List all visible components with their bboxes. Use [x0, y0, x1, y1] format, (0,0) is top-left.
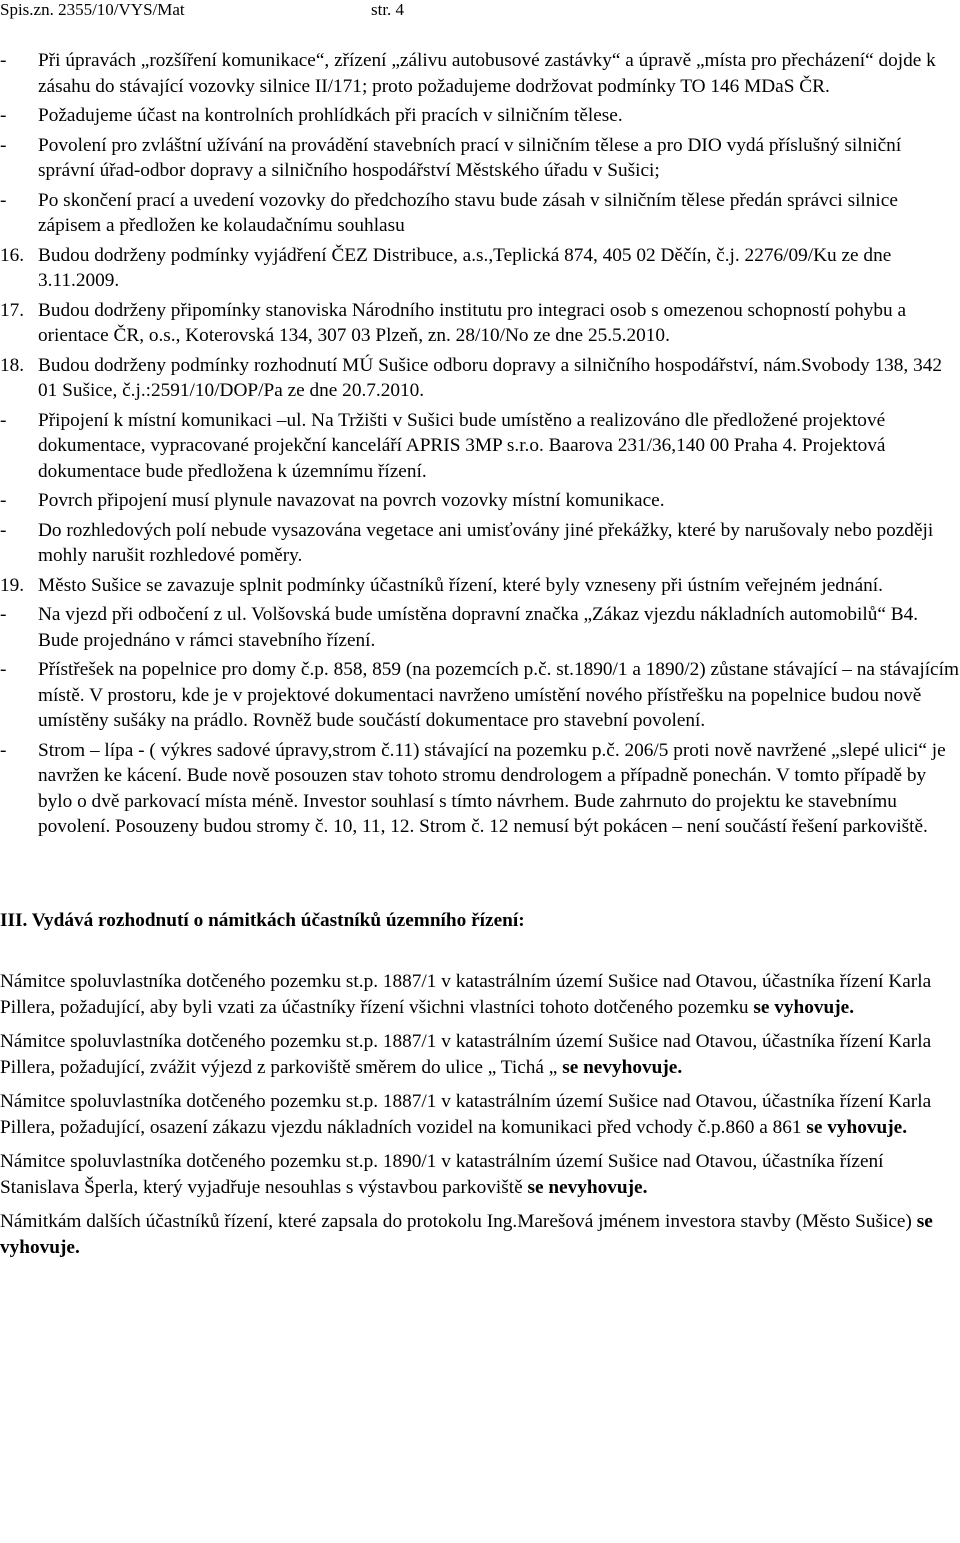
list-item-text: Povrch připojení musí plynule navazovat na povrch vozovky místní komunikace. — [38, 490, 665, 511]
objection-paragraph — [0, 1149, 960, 1200]
list-marker: - — [0, 490, 7, 511]
list-item-text: Připojení k místní komunikaci –ul. Na Tržišti v Sušici bude umístěno a realizováno dle předložené projektové dokumentace, vypracované projekční kanceláří APRIS 3MP s.r.o. Baarova 231/36,140 00 Praha 4. Projektová dokumentace bude předložena k územnímu řízení. — [38, 409, 886, 482]
list-item-text: Povolení pro zvláštní užívání na provádění stavebních prací v silničním tělese a pro DIO vydá příslušný silniční správní úřad-odbor dopravy a silničního hospodářství Městského úřadu v Sušici; — [38, 134, 902, 181]
item-number: 19. — [0, 574, 25, 596]
list-marker: - — [0, 409, 7, 431]
objection-paragraph — [0, 1089, 960, 1140]
list-marker: - — [0, 134, 7, 156]
list-item — [0, 657, 960, 734]
numbered-item — [0, 298, 960, 349]
list-marker: - — [0, 604, 7, 625]
item-number: 17. — [0, 299, 25, 321]
list-item — [0, 188, 960, 239]
list-marker: - — [0, 519, 7, 541]
paragraph-text: Námitce spoluvlastníka dotčeného pozemku st.p. 1887/1 v katastrálním území Sušice nad Otavou, účastníka řízení Karla Pillera, požadující, aby byli vzati za účastníky řízení všichni vlastníci tohoto dotčeného pozemku — [0, 971, 932, 1018]
list-item-text: Přístřešek na popelnice pro domy č.p. 858, 859 (na pozemcích p.č. st.1890/1 a 1890/2) zůstane stávající – na stávajícím místě. V prostoru, kde je v projektové dokumentaci navrženo umístění nového přístřešku na popelnice budou nově umístěny sušáky na prádlo. Rovněž bude součástí dokumentace pro stavební povolení. — [38, 659, 959, 731]
list-marker: - — [0, 50, 7, 71]
numbered-item — [0, 573, 960, 599]
list-item-text: Budou dodrženy podmínky rozhodnutí MÚ Sušice odboru dopravy a silničního hospodářství, nám.Svobody 138, 342 01 Sušice, č.j.:2591/10/DOP/Pa ze dne 20.7.2010. — [38, 354, 942, 401]
paragraph-text: Námitce spoluvlastníka dotčeného pozemku st.p. 1887/1 v katastrálním území Sušice nad Otavou, účastníka řízení Karla Pillera, požadující, osazení zákazu vjezdu nákladních vozidel na komunikaci před vchody č.p.860 a 861 — [0, 1091, 932, 1138]
decision-text: se nevyhovuje. — [527, 1176, 648, 1198]
list-item — [0, 738, 960, 840]
list-item-text: Strom – lípa - ( výkres sadové úpravy,strom č.11) stávající na pozemku p.č. 206/5 proti nově navržené „slepé ulici“ je navržen ke kácení. Bude nově posouzen stav tohoto stromu dendrologem a případně ponechán. V tomto případě by bylo o dvě parkovací místa méně. Investor souhlasí s tímto návrhem. Bude zahrnuto do projektu ke stavebnímu povolení. Posouzeny budou stromy č. 10, 11, 12. Strom č. 12 nemusí být pokácen – není součástí řešení parkoviště. — [38, 739, 946, 837]
paragraph-text: Námitkám dalších účastníků řízení, které zapsala do protokolu Ing.Marešová jménem investora stavby (Město Sušice) — [0, 1211, 917, 1232]
list-item — [0, 103, 960, 129]
list-item — [0, 408, 960, 485]
list-item — [0, 488, 960, 514]
list-item — [0, 133, 960, 184]
list-marker: - — [0, 105, 7, 126]
file-reference: Spis.zn. 2355/10/VYS/Mat — [0, 0, 185, 19]
list-item-text: Budou dodrženy připomínky stanoviska Národního institutu pro integraci osob s omezenou schopností pohybu a orientace ČR, o.s., Koterovská 134, 307 03 Plzeň, zn. 28/10/No ze dne 25.5.2010. — [38, 299, 907, 346]
paragraph-text: Námitce spoluvlastníka dotčeného pozemku st.p. 1890/1 v katastrálním území Sušice nad Otavou, účastníka řízení Stanislava Šperla, který vyjadřuje nesouhlas s výstavbou parkoviště — [0, 1151, 884, 1198]
list-item — [0, 602, 960, 653]
decision-text: se vyhovuje. — [806, 1116, 908, 1138]
document-body — [0, 48, 960, 1269]
list-item-text: Při úpravách „rozšíření komunikace“, zřízení „zálivu autobusové zastávky“ a úpravě „místa pro přecházení“ dojde k zásahu do stávající vozovky silnice II/171; proto požadujeme dodržovat podmínky TO 146 MDaS ČR. — [38, 50, 936, 97]
list-item-text: Po skončení prací a uvedení vozovky do předchozího stavu bude zásah v silničním tělese předán správci silnice zápisem a předložen ke kolaudačnímu souhlasu — [38, 189, 898, 236]
objection-paragraph — [0, 1029, 960, 1080]
decision-text: se nevyhovuje. — [562, 1056, 683, 1078]
objection-paragraph — [0, 1209, 960, 1260]
list-item-text: Město Sušice se zavazuje splnit podmínky účastníků řízení, které byly vzneseny při ústním veřejném jednání. — [38, 574, 883, 596]
list-item-text: Požadujeme účast na kontrolních prohlídkách při pracích v silničním tělese. — [38, 105, 623, 126]
page-number: str. 4 — [371, 0, 405, 19]
numbered-item — [0, 353, 960, 404]
paragraph-text: Námitce spoluvlastníka dotčeného pozemku st.p. 1887/1 v katastrálním území Sušice nad Otavou, účastníka řízení Karla Pillera, požadující, zvážit výjezd z parkoviště směrem do ulice „ Tichá „ — [0, 1031, 932, 1078]
list-item-text: Do rozhledových polí nebude vysazována vegetace ani umisťovány jiné překážky, které by narušovaly nebo později mohly narušit rozhledové poměry. — [38, 519, 934, 566]
decision-text: se vyhovuje. — [0, 1211, 933, 1258]
objection-paragraph — [0, 969, 960, 1020]
decision-text: se vyhovuje. — [753, 996, 855, 1018]
list-item — [0, 48, 960, 99]
list-marker: - — [0, 739, 7, 761]
section-heading: III. Vydává rozhodnutí o námitkách účastníků územního řízení: — [0, 909, 525, 931]
list-item-text: Na vjezd při odbočení z ul. Volšovská bude umístěna dopravní značka „Zákaz vjezdu nákladních automobilů“ B4. Bude projednáno v rámci stavebního řízení. — [38, 604, 919, 651]
list-item-text: Budou dodrženy podmínky vyjádření ČEZ Distribuce, a.s.,Teplická 874, 405 02 Děčín, č.j. 2276/09/Ku ze dne 3.11.2009. — [38, 244, 892, 291]
list-item — [0, 518, 960, 569]
numbered-item — [0, 243, 960, 294]
list-marker: - — [0, 659, 7, 680]
item-number: 18. — [0, 354, 25, 376]
list-marker: - — [0, 189, 7, 211]
item-number: 16. — [0, 244, 25, 266]
